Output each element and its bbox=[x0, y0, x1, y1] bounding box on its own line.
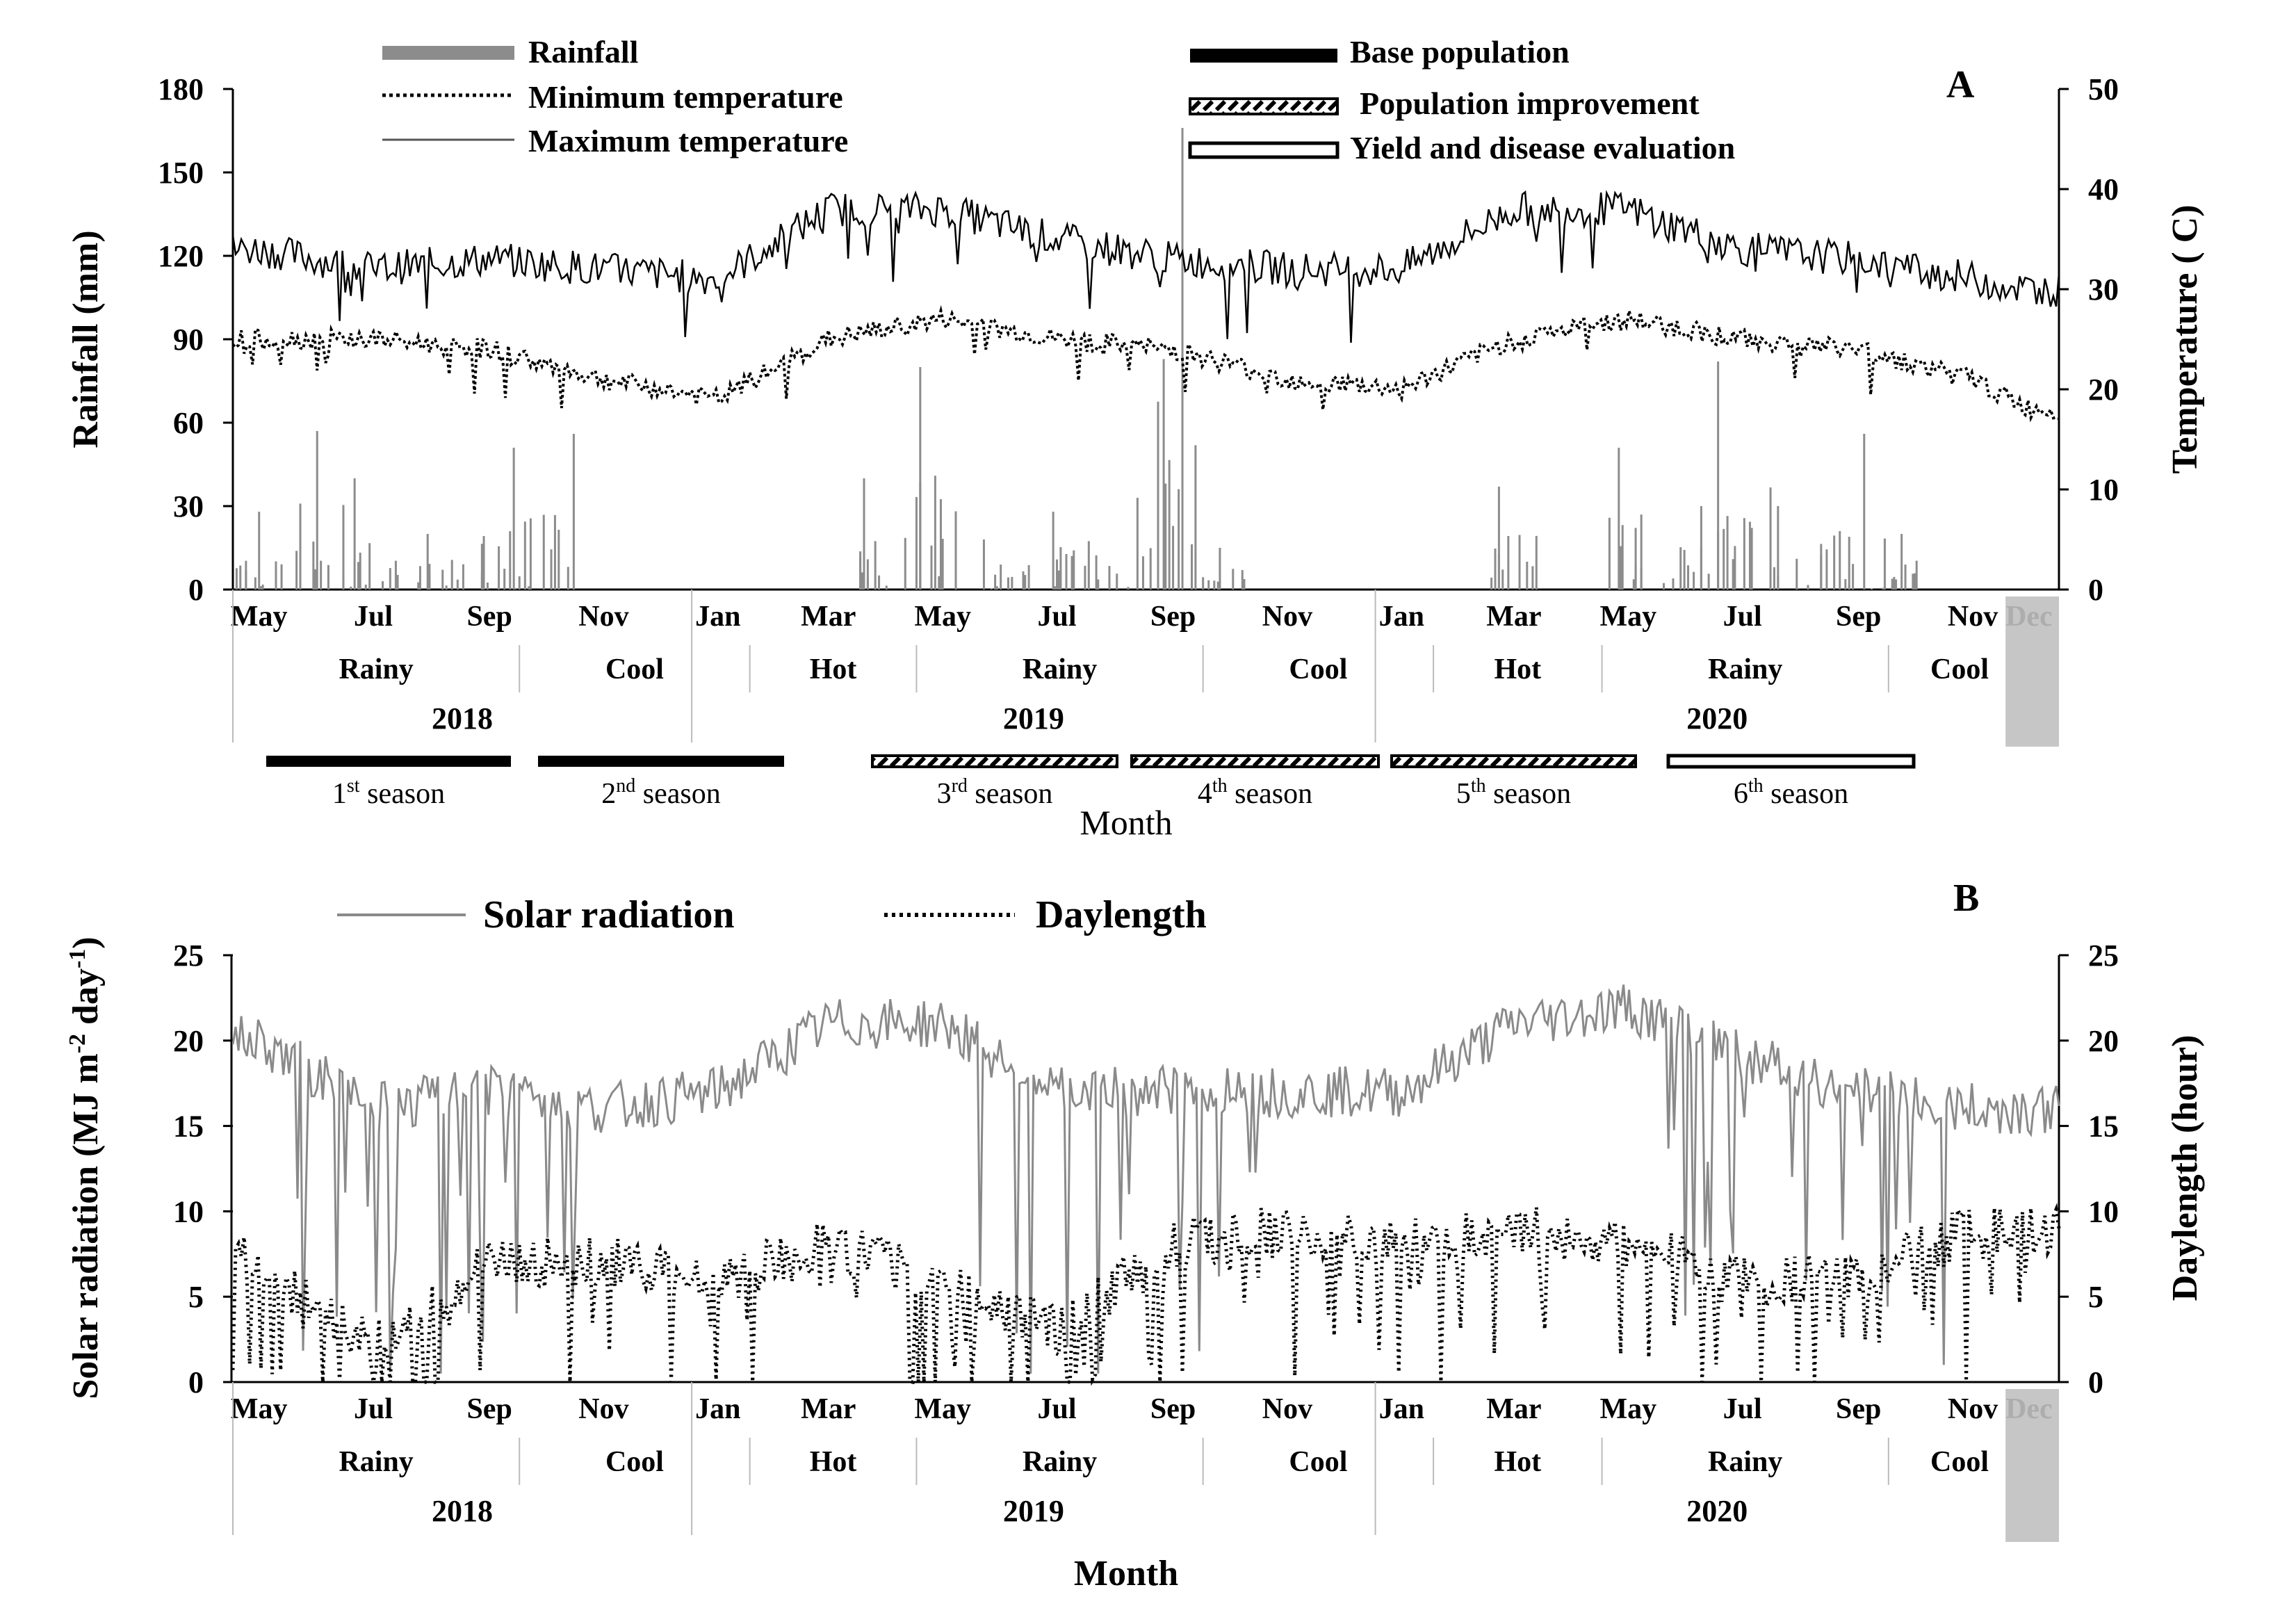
legend-base-swatch bbox=[1190, 49, 1337, 63]
min-temperature-line bbox=[233, 311, 2059, 419]
breeding-season-bar bbox=[1392, 756, 1636, 767]
panel-a-season-label: Cool bbox=[1930, 653, 1989, 685]
legend-rainfall-label: Rainfall bbox=[528, 34, 639, 70]
panel-b-month-label: Nov bbox=[1947, 1393, 1998, 1425]
panel-a-plot bbox=[233, 128, 2059, 590]
panel-b-month-label: Jan bbox=[1378, 1393, 1424, 1425]
panel-a-month-label: Jan bbox=[1378, 601, 1424, 633]
panel-b-season-label: Hot bbox=[809, 1446, 857, 1478]
panel-a-season-label: Hot bbox=[1494, 653, 1542, 685]
panel-b-right-tick-label: 25 bbox=[2088, 939, 2119, 973]
breeding-season-bar bbox=[266, 756, 511, 767]
panel-a-right-tick-label: 40 bbox=[2088, 172, 2119, 206]
breeding-season-label: 6th season bbox=[1733, 775, 1849, 810]
panel-b-month-label: Nov bbox=[1262, 1393, 1313, 1425]
panel-a-label: A bbox=[1946, 63, 1975, 106]
panel-a-season-label: Rainy bbox=[1022, 653, 1098, 685]
panel-a-left-tick-label: 0 bbox=[188, 573, 204, 607]
panel-b-left-tick-label: 5 bbox=[188, 1280, 204, 1315]
panel-b-label: B bbox=[1953, 877, 1980, 920]
panel-b-month-label: Jan bbox=[695, 1393, 741, 1425]
panel-a-right-tick-label: 50 bbox=[2088, 72, 2119, 106]
panel-b-right-tick-label: 0 bbox=[2088, 1365, 2103, 1399]
panel-b-left-tick-label: 20 bbox=[173, 1023, 204, 1058]
panel-a-right-tick-label: 30 bbox=[2088, 273, 2119, 307]
panel-b-highlight-december bbox=[2005, 1389, 2059, 1542]
panel-b-year-label: 2020 bbox=[1686, 1494, 1748, 1528]
breeding-season-label: 4th season bbox=[1197, 775, 1313, 810]
breeding-season-bar bbox=[1668, 756, 1914, 767]
panel-b-season-label: Hot bbox=[1494, 1446, 1542, 1478]
panel-a-x-axis-label: Month bbox=[1080, 803, 1173, 842]
panel-b-month-label: Sep bbox=[466, 1393, 512, 1425]
panel-b-season-label: Rainy bbox=[1022, 1446, 1098, 1478]
breeding-season-bar bbox=[1132, 756, 1378, 767]
panel-a-month-label: Jan bbox=[695, 601, 741, 633]
panel-b-season-label: Cool bbox=[1289, 1446, 1348, 1478]
panel-b-month-label: Nov bbox=[578, 1393, 629, 1425]
panel-b-axes bbox=[173, 939, 2119, 1399]
panel-b-left-axis-label: Solar radiation (MJ $m^{-2}$ day$^{-1}$) bbox=[65, 936, 106, 1399]
panel-a-left-tick-label: 60 bbox=[173, 406, 204, 440]
breeding-season-label: 5th season bbox=[1456, 775, 1572, 810]
panel-b-season-label: Cool bbox=[1930, 1446, 1989, 1478]
panel-b-plot bbox=[233, 984, 2059, 1382]
panel-a-month-label: Mar bbox=[1486, 601, 1542, 633]
panel-a-month-label: Jul bbox=[354, 601, 393, 633]
panel-b-right-axis-label: Daylength (hour) bbox=[2165, 1034, 2205, 1301]
panel-b-month-label: Mar bbox=[1486, 1393, 1542, 1425]
panel-a-season-label: Hot bbox=[809, 653, 857, 685]
panel-b-left-tick-label: 10 bbox=[173, 1194, 204, 1229]
legend-evaluate-label: Yield and disease evaluation bbox=[1350, 130, 1736, 165]
panel-a-x-axis bbox=[231, 590, 2059, 747]
legend-improve-swatch bbox=[1190, 99, 1337, 114]
panel-a-season-label: Cool bbox=[605, 653, 664, 685]
panel-a-month-label: May bbox=[914, 601, 971, 633]
panel-a-season-label: Rainy bbox=[1708, 653, 1783, 685]
panel-b-legend bbox=[337, 893, 1207, 936]
panel-a-month-label: Nov bbox=[578, 601, 629, 633]
legend-min-temp-label: Minimum temperature bbox=[528, 79, 843, 115]
panel-a-breeding-seasons bbox=[266, 756, 1914, 810]
panel-b-month-label: May bbox=[914, 1393, 971, 1425]
panel-b-year-label: 2019 bbox=[1002, 1494, 1064, 1528]
panel-a-right-axis-label: Temperature ( C) bbox=[2165, 204, 2205, 474]
panel-b-season-label: Rainy bbox=[339, 1446, 414, 1478]
panel-b-month-label: May bbox=[230, 1393, 288, 1425]
panel-a-right-tick-label: 20 bbox=[2088, 373, 2119, 407]
panel-a-highlight-december bbox=[2005, 596, 2059, 747]
panel-a bbox=[66, 34, 2205, 842]
panel-a-month-label: Sep bbox=[466, 601, 512, 633]
panel-b-season-label: Rainy bbox=[1708, 1446, 1783, 1478]
legend-improve-label: Population improvement bbox=[1360, 86, 1700, 121]
panel-a-month-label: Jul bbox=[1723, 601, 1762, 633]
panel-b bbox=[65, 877, 2205, 1593]
legend-base-label: Base population bbox=[1350, 34, 1570, 70]
panel-a-left-axis-label: Rainfall (mm) bbox=[66, 230, 106, 448]
panel-a-year-label: 2019 bbox=[1002, 701, 1064, 736]
panel-a-right-tick-label: 0 bbox=[2088, 573, 2103, 607]
panel-a-left-tick-label: 30 bbox=[173, 489, 204, 523]
panel-b-left-tick-label: 0 bbox=[188, 1365, 204, 1399]
panel-b-year-label: 2018 bbox=[432, 1494, 494, 1528]
daylength-line bbox=[233, 1208, 2059, 1382]
panel-a-left-tick-label: 150 bbox=[158, 156, 204, 190]
panel-a-right-tick-label: 10 bbox=[2088, 473, 2119, 507]
panel-a-left-tick-label: 90 bbox=[173, 323, 204, 357]
breeding-season-bar bbox=[872, 756, 1117, 767]
panel-b-left-tick-label: 15 bbox=[173, 1109, 204, 1144]
panel-a-left-tick-label: 180 bbox=[158, 72, 204, 106]
panel-a-season-label: Rainy bbox=[339, 653, 414, 685]
legend-daylength-label: Daylength bbox=[1036, 893, 1207, 936]
legend-max-temp-label: Maximum temperature bbox=[528, 123, 849, 159]
panel-b-month-label: Mar bbox=[801, 1393, 856, 1425]
panel-a-season-label: Cool bbox=[1289, 653, 1348, 685]
panel-a-month-label: Sep bbox=[1150, 601, 1196, 633]
panel-a-year-label: 2020 bbox=[1686, 701, 1748, 736]
panel-b-month-label: Jul bbox=[354, 1393, 393, 1425]
panel-a-month-label: Nov bbox=[1947, 601, 1998, 633]
panel-b-x-axis bbox=[231, 1382, 2059, 1542]
legend-evaluate-swatch bbox=[1190, 143, 1337, 157]
panel-a-left-tick-label: 120 bbox=[158, 239, 204, 273]
breeding-season-label: 1st season bbox=[332, 775, 446, 810]
panel-a-month-label: Nov bbox=[1262, 601, 1313, 633]
panel-b-right-tick-label: 20 bbox=[2088, 1023, 2119, 1058]
breeding-season-bar bbox=[538, 756, 784, 767]
panel-a-month-label: May bbox=[230, 601, 288, 633]
panel-b-left-tick-label: 25 bbox=[173, 939, 204, 973]
panel-a-year-label: 2018 bbox=[432, 701, 494, 736]
panel-b-month-label: Sep bbox=[1836, 1393, 1882, 1425]
panel-b-season-label: Cool bbox=[605, 1446, 664, 1478]
panel-a-month-label: Jul bbox=[1037, 601, 1077, 633]
max-temperature-line bbox=[233, 192, 2059, 343]
legend-rainfall-swatch bbox=[382, 46, 514, 60]
breeding-season-label: 3rd season bbox=[936, 775, 1053, 810]
panel-b-right-tick-label: 15 bbox=[2088, 1109, 2119, 1144]
panel-b-month-label: May bbox=[1599, 1393, 1657, 1425]
panel-b-month-label: Sep bbox=[1150, 1393, 1196, 1425]
panel-b-month-label: Jul bbox=[1037, 1393, 1077, 1425]
panel-b-right-tick-label: 10 bbox=[2088, 1194, 2119, 1229]
panel-a-month-label: Mar bbox=[801, 601, 856, 633]
panel-a-legend-right bbox=[1190, 34, 1735, 165]
breeding-season-label: 2nd season bbox=[601, 775, 721, 810]
panel-b-right-tick-label: 5 bbox=[2088, 1280, 2103, 1315]
panel-b-x-axis-label: Month bbox=[1073, 1554, 1179, 1593]
panel-a-month-label: Sep bbox=[1836, 601, 1882, 633]
panel-a-month-label: May bbox=[1599, 601, 1657, 633]
panel-b-month-label: Jul bbox=[1723, 1393, 1762, 1425]
panel-a-legend-left bbox=[382, 34, 848, 159]
legend-solar-label: Solar radiation bbox=[483, 893, 735, 936]
